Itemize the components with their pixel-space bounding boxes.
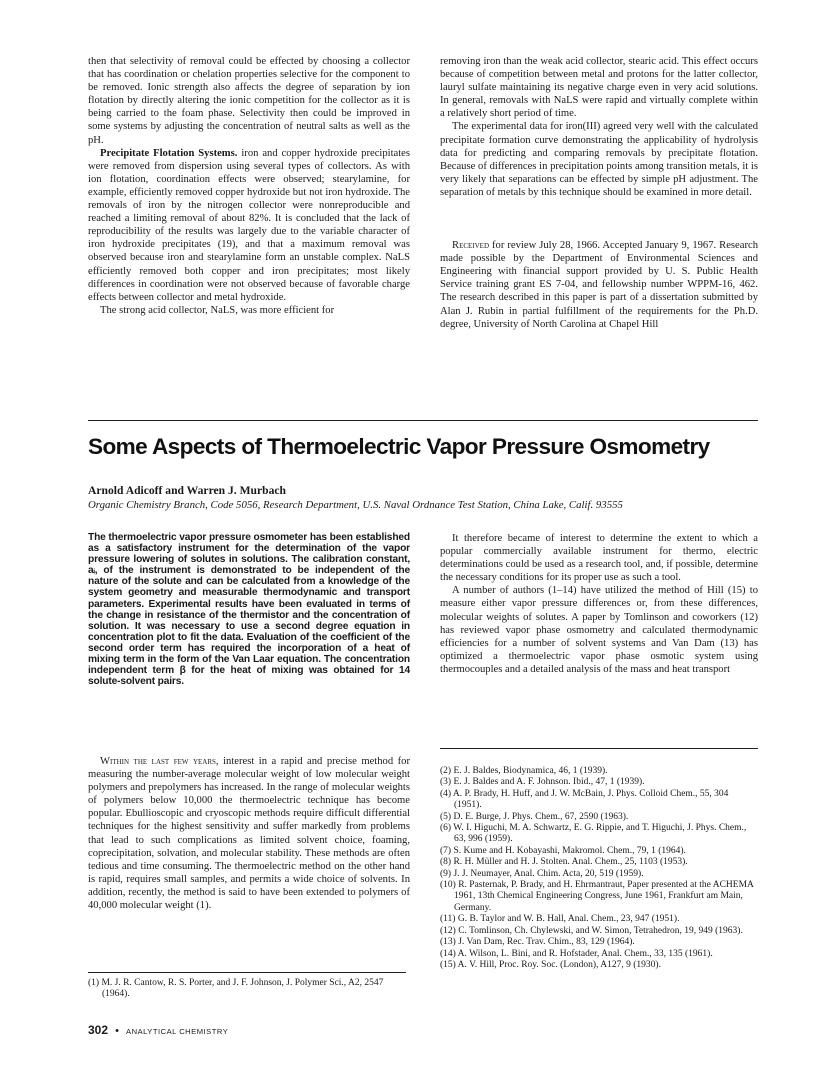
references-right: [440, 766, 758, 971]
paragraph: [88, 147, 410, 304]
received-text: for review July 28, 1966. Accepted January 9, 1967. Research made possible by the Department of Environmental Sciences and Engineering with financial support provided by U. S. Public Health Service training grant ES 7-04, and fellowship number WPPM-16, 462. The research described in this paper is part of a dissertation submitted by Alan J. Rubin in partial fulfillment of the requirements for the Ph.D. degree, University of North Carolina at Chapel Hill: [440, 240, 758, 330]
paragraph: then that selectivity of removal could be effected by choosing a collector that has coordination or chelation properties selective for the component to be removed. Ionic strength also affects the degree of separation by ion flotation by directly altering the ionic competition for the collector as it is being carried to the foam phase. Selectivity then could be improved in some systems by adjusting the concentration of neutral salts as well as the pH.: [88, 56, 410, 146]
article-divider: [88, 420, 758, 421]
paragraph-text: iron and copper hydroxide precipitates were removed from dispersion using several types of collectors. As with ion flotation, coordination effects were observed; stearylamine, for example, efficiently removed copper hydroxide but not iron hydroxide. The removals of iron by the nitrogen collector were nonreproducible and reached a limiting removal of about 82%. It is concluded that the lack of reproducibility of the results was largely due to the variable character of iron hydroxide precipitates (19), and that a maximum removal was observed because iron and stearylamine form an unstable complex. NaLS efficiently removed both copper and iron precipitates; most likely differences in coordination were not observed because of favorable charge effects between collector and metal hydroxide.: [88, 147, 410, 303]
article-title: Some Aspects of Thermoelectric Vapor Pressure Osmometry: [88, 434, 710, 459]
reference-item: (10) R. Pasternak, P. Brady, and H. Ehrmantraut, Paper presented at the ACHEMA 1961, 13th Chemical Engineering Congress, June 1961, Frankfurt am Main, Germany.: [440, 880, 754, 913]
footnote-divider: [88, 972, 406, 973]
reference-item: (7) S. Kume and H. Kobayashi, Makromol. Chem., 79, 1 (1964).: [440, 845, 686, 856]
bullet-icon: •: [115, 1025, 119, 1037]
reference-item: (12) C. Tomlinson, Ch. Chylewski, and W. Simon, Tetrahedron, 19, 949 (1963).: [440, 925, 743, 936]
top-right-column: [440, 55, 758, 331]
article-authors: Arnold Adicoff and Warren J. Murbach: [88, 484, 286, 497]
reference-item: (8) R. H. Müller and H. J. Stolten. Anal. Chem., 25, 1103 (1953).: [440, 857, 688, 868]
reference-item: (11) G. B. Taylor and W. B. Hall, Anal. Chem., 23, 947 (1951).: [440, 914, 680, 925]
received-lead: Received: [452, 240, 490, 252]
references-left: [88, 978, 410, 1001]
paragraph: [88, 755, 410, 912]
page-footer: [88, 1023, 228, 1037]
article-affiliation: Organic Chemistry Branch, Code 5056, Research Department, U.S. Naval Ordnance Test Station, China Lake, Calif. 93555: [88, 499, 623, 511]
paragraph: It therefore became of interest to determine the extent to which a popular commercially available instrument for thermo, electric determinations could be used as a research tool, and, if possible, determine the necessary conditions for its proper use as such a tool.: [440, 533, 758, 584]
reference-item: (1) M. J. R. Cantow, R. S. Porter, and J. F. Johnson, J. Polymer Sci., A2, 2547 (1964).: [88, 978, 384, 1000]
page-number: 302: [88, 1023, 109, 1037]
paragraph: A number of authors (1–14) have utilized the method of Hill (15) to measure either vapor pressure differences or, from these differences, molecular weights of solutes. A paper by Tomlinson and coworkers (12) has reviewed vapor phase osmometry and calculated thermodynamic efficiencies for a number of solvent systems and Van Dam (13) has optimized a thermoelectric vapor phase osmotic system using thermocouples and a detailed analysis of the mass and heat transport: [440, 585, 758, 675]
reference-item: (14) A. Wilson, L. Bini, and R. Hofstader, Anal. Chem., 33, 135 (1961).: [440, 948, 713, 959]
paragraph: The experimental data for iron(III) agreed very well with the calculated precipitate formation curve demonstrating the applicability of hydrolysis data for predicting and comparing removals by precipitate flotation. Because of differences in precipitation points among transition metals, it is very likely that separations can be effected by simple pH adjustment. The separation of metals by this technique should be examined in more detail.: [440, 121, 758, 198]
reference-item: (4) A. P. Brady, H. Huff, and J. W. McBain, J. Phys. Colloid Chem., 55, 304 (1951).: [440, 788, 729, 811]
top-left-column: [88, 55, 410, 317]
references-divider: [440, 748, 758, 749]
reference-item: (13) J. Van Dam, Rec. Trav. Chim., 83, 129 (1964).: [440, 937, 635, 948]
reference-item: (6) W. I. Higuchi, M. A. Schwartz, E. G. Rippie, and T. Higuchi, J. Phys. Chem., 63, 996 (1959).: [440, 823, 747, 845]
abstract: The thermoelectric vapor pressure osmometer has been established as a satisfactory instrument for the determination of the vapor pressure lowering of solutes in solutions. The calibration constant, aᵢ, of the instrument is demonstrated to be independent of the nature of the solute and can be calculated from a knowledge of the system geometry and measurable thermodynamic and transport parameters. Experimental results have been evaluated in terms of the change in resistance of the thermistor and the concentration of solution. It was necessary to use a second degree equation in concentration plot to fit the data. Evaluation of the coefficient of the second order term has required the incorporation of a heat of mixing term in the form of the Van Laar equation. The concentration independent term β for the heat of mixing was obtained for 14 solute-solvent pairs.: [88, 532, 410, 688]
reference-item: (9) J. J. Neumayer, Anal. Chim. Acta, 20, 519 (1959).: [440, 868, 644, 879]
reference-item: (5) D. E. Burge, J. Phys. Chem., 67, 2590 (1963).: [440, 811, 629, 822]
intro-right-column: [440, 532, 758, 676]
intro-text: interest in a rapid and precise method for measuring the number-average molecular weight of low molecular weight polymers and prepolymers has increased. In the range of molecular weights of polymers below 10,000 the thermoelectric technique has become popular. Ebullioscopic and cryoscopic methods require difficult differential techniques for the highest sensitivity and suffer markedly from problems that lead to such complications as limited solvent choice, foaming, coprecipitation, solvation, and molecular stability. These methods are often tedious and time consuming. The thermoelectric method on the other hand is rapid, requires small samples, and permits a wide choice of solvents. In addition, recently, the method is said to have been extended to polymers of 40,000 molecular weight (1).: [88, 756, 410, 912]
intro-lead: Within the last few years,: [100, 756, 219, 767]
reference-item: (3) E. J. Baldes and A. F. Johnson. Ibid., 47, 1 (1939).: [440, 777, 645, 788]
reference-item: (2) E. J. Baldes, Biodynamica, 46, 1 (1939).: [440, 766, 608, 776]
paragraph: The strong acid collector, NaLS, was more efficient for: [100, 304, 335, 316]
received-note: [440, 239, 758, 331]
paragraph: removing iron than the weak acid collector, stearic acid. This effect occurs because of competition between metal and protons for the latter collector, lauryl sulfate maintaining its negative charge even in very acid solutions. In general, removals with NaLS were rapid and virtually complete within a relatively short period of time.: [440, 56, 758, 120]
section-heading: Precipitate Flotation Systems.: [100, 147, 238, 159]
journal-name: ANALYTICAL CHEMISTRY: [126, 1027, 229, 1036]
intro-left-column: [88, 755, 410, 912]
reference-item: (15) A. V. Hill, Proc. Roy. Soc. (London), A127, 9 (1930).: [440, 959, 661, 970]
